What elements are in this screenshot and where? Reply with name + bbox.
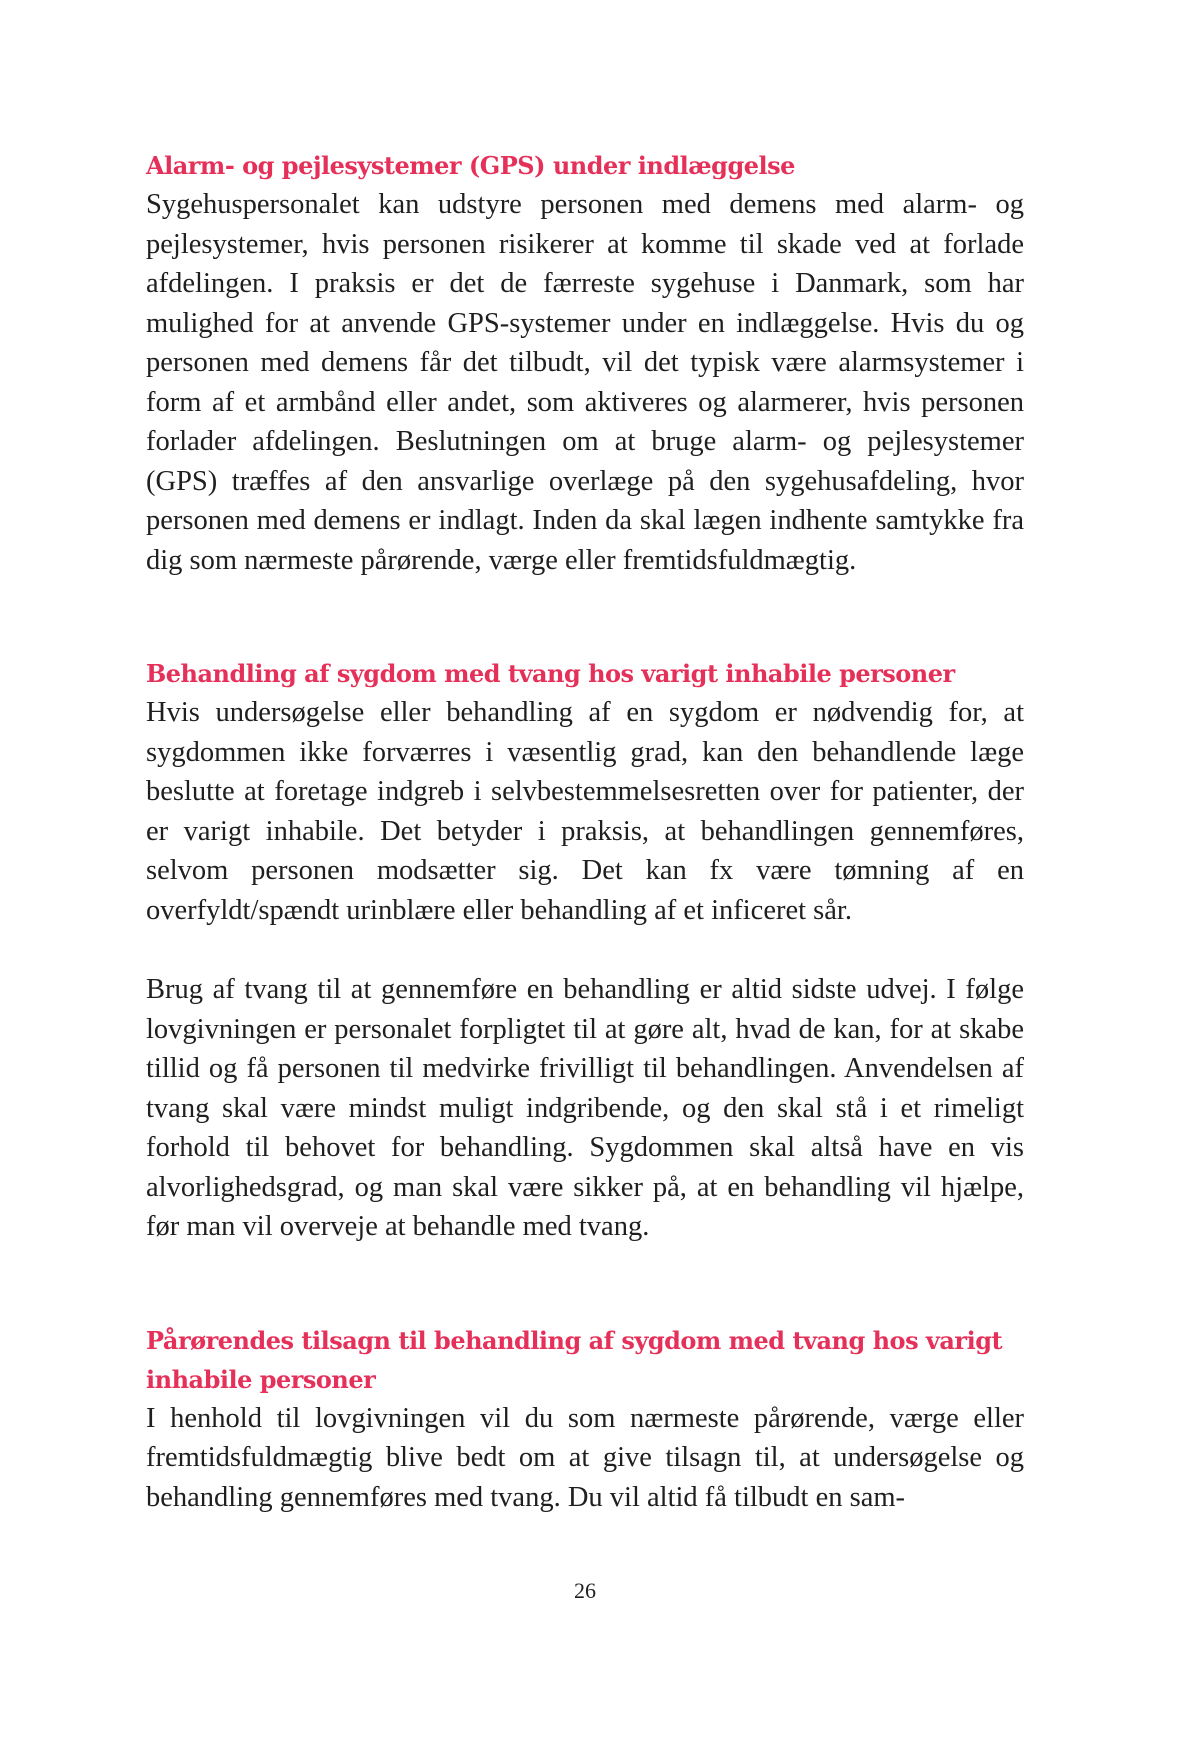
section-paaroerendes-tilsagn — [146, 1321, 1024, 1518]
section-heading: Alarm- og pejlesystemer (GPS) under indlæggelse — [146, 151, 795, 180]
section-paragraph: Sygehuspersonalet kan udstyre personen med demens med alarm- og pejlesystemer, hvis personen risikerer at komme til skade ved at forlade afdelingen. I praksis er det de færreste sygehuse i Danmark, som har mulighed for at anvende GPS-systemer under en indlæggelse. Hvis du og personen med demens får det tilbudt, vil det typisk være alarmsystemer i form af et armbånd eller andet, som aktiveres og alarmerer, hvis personen forlader afdelingen. Beslutningen om at bruge alarm- og pejlesystemer (GPS) træffes af den ansvarlige overlæge på den sygehusafdeling, hvor personen med demens er indlagt. Inden da skal lægen indhente samtykke fra dig som nærmeste pårørende, værge eller fremtidsfuldmægtig. — [146, 189, 1024, 576]
page-number: 26 — [574, 1578, 596, 1603]
section-paragraph: Hvis undersøgelse eller behandling af en sygdom er nødvendig for, at sygdommen ikke forværres i væsentlig grad, kan den behandlende læge beslutte at foretage indgreb i selvbestemmelsesretten over for patienter, der er varigt inhabile. Det betyder i praksis, at behandlingen gennemføres, selvom personen modsætter sig. Det kan fx være tømning af en overfyldt/spændt urinblære eller behandling af et inficeret sår. — [146, 697, 1024, 926]
section-alarm-gps — [146, 146, 1024, 580]
section-behandling-tvang — [146, 654, 1024, 1247]
document-page — [146, 146, 1024, 1553]
section-paragraph: I henhold til lovgivningen vil du som nærmeste pårørende, værge eller fremtidsfuldmægtig blive bedt om at give tilsagn til, at undersøgelse og behandling gennemføres med tvang. Du vil altid få tilbudt en sam- — [146, 1402, 1024, 1513]
section-heading: Pårørendes tilsagn til behandling af sygdom med tvang hos varigt inhabile personer — [146, 1325, 1003, 1394]
section-heading: Behandling af sygdom med tvang hos varigt inhabile personer — [146, 659, 955, 688]
section-paragraph: Brug af tvang til at gennemføre en behandling er altid sidste udvej. I følge lovgivningen er personalet forpligtet til at gøre alt, hvad de kan, for at skabe tillid og få personen til medvirke frivilligt til behandlingen. Anvendelsen af tvang skal være mindst muligt indgribende, og den skal stå i et rimeligt forhold til behovet for behandling. Sygdommen skal altså have en vis alvorlighedsgrad, og man skal være sikker på, at en behandling vil hjælpe, før man vil overveje at behandle med tvang. — [146, 974, 1024, 1242]
